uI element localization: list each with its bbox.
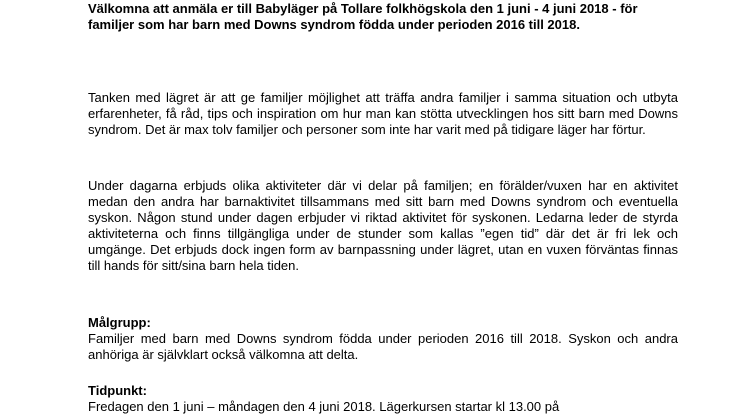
intro-text: Välkomna att anmäla er till Babyläger på Tollare folkhögskola den 1 juni - 4 juni 2018 - för familjer som har barn med Downs syndrom födda under perioden 2016 till 2018. (88, 1, 638, 32)
section-text-time: Fredagen den 1 juni – måndagen den 4 juni 2018. Lägerkursen startar kl 13.00 på (88, 399, 560, 414)
paragraph-purpose: Tanken med lägret är att ge familjer möjlighet att träffa andra familjer i samma situation och utbyta erfarenheter, få råd, tips och inspiration om hur man kan stötta utvecklingen hos sitt barn med Downs syndrom. Det är max tolv familjer och personer som inte har varit med på tidigare läger har förtur. (88, 90, 678, 137)
paragraph-activities: Under dagarna erbjuds olika aktiviteter där vi delar på familjen; en förälder/vuxen har en aktivitet medan den andra har barnaktivitet tillsammans med sitt barn med Downs syndrom och eventuella syskon. Någon stund under dagen erbjuder vi riktad aktivitet för syskonen. Ledarna leder de styrda aktiviteterna och finns tillgängliga under de stunder som kallas ”egen tid” där det är fri lek och umgänge. Det erbjuds dock ingen form av barnpassning under lägret, utan en vuxen förväntas finnas till hands för sitt/sina barn hela tiden. (88, 178, 678, 273)
section-heading-time: Tidpunkt: (88, 383, 147, 398)
section-heading-target-group: Målgrupp: (88, 315, 151, 330)
section-text-target-group: Familjer med barn med Downs syndrom födda under perioden 2016 till 2018. Syskon och andra anhöriga är självklart också välkomna att delta. (88, 331, 678, 362)
